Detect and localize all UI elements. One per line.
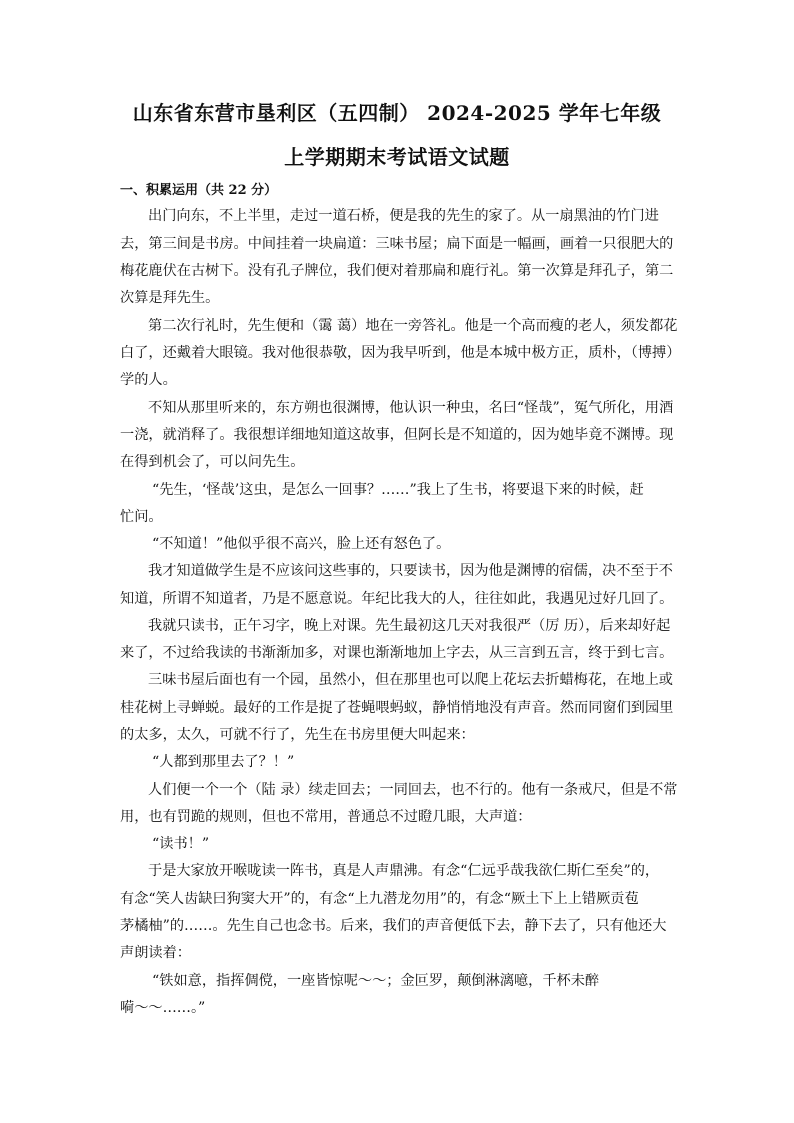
paragraph-line: 梅花鹿伏在古树下。没有孔子牌位，我们便对着那扁和鹿行礼。第一次算是拜孔子，第二 xyxy=(120,263,674,279)
paragraph-line: 嗬～～……。” xyxy=(120,1000,206,1016)
paragraph-line: 的太多，太久，可就不行了，先生在书房里便大叫起来： xyxy=(120,727,475,743)
paragraph-line: 于是大家放开喉咙读一阵书，真是人声鼎沸。有念“仁远乎哉我欲仁斯仁至矣”的， xyxy=(148,863,660,879)
paragraph-line: 白了，还戴着大眼镜。我对他很恭敬，因为我早听到，他是本城中极方正，质朴，（博搏） xyxy=(120,345,681,361)
paragraph-line: 忙问。 xyxy=(120,509,163,525)
paragraph-line: 用，也有罚跪的规则，但也不常用，普通总不过瞪几眼，大声道： xyxy=(120,809,532,825)
paragraph-line: 声朗读着： xyxy=(120,945,191,961)
paragraph-line: 茅橘柚”的……。先生自己也念书。后来，我们的声音便低下去，静下去了，只有他还大 xyxy=(120,918,667,934)
paragraph-line: 在得到机会了，可以问先生。 xyxy=(120,454,305,470)
paragraph-line: 次算是拜先生。 xyxy=(120,290,220,306)
title-line-2: 上学期期末考试语文试题 xyxy=(284,145,510,169)
paragraph-line: 第二次行礼时，先生便和（霭 蔼）地在一旁答礼。他是一个高而瘦的老人，须发都花 xyxy=(148,318,678,334)
paragraph-line: 知道，所谓不知道者，乃是不愿意说。年纪比我大的人，往往如此，我遇见过好几回了。 xyxy=(120,591,674,607)
paragraph-line: 一浇，就消释了。我很想详细地知道这故事，但阿长是不知道的，因为她毕竟不渊博。现 xyxy=(120,427,674,443)
paragraph-line: 我就只读书，正午习字，晚上对课。先生最初这几天对我很严（厉 历），后来却好起 xyxy=(148,618,671,634)
paragraph-line: 学的人。 xyxy=(120,372,177,388)
paragraph-line: 去，第三间是书房。中间挂着一块扁道：三味书屋；扁下面是一幅画，画着一只很肥大的 xyxy=(120,236,674,252)
paragraph-line: 我才知道做学生是不应该问这些事的，只要读书，因为他是渊博的宿儒，决不至于不 xyxy=(148,563,673,579)
paragraph-line: 有念“笑人齿缺曰狗窦大开”的，有念“上九潜龙勿用”的，有念“厥土下上上错厥贡苞 xyxy=(120,891,639,907)
paragraph-line: 人们便一个一个（陆 录）续走回去；一同回去，也不行的。他有一条戒尺，但是不常 xyxy=(148,782,678,798)
paragraph-line: “人都到那里去了？！” xyxy=(152,754,295,770)
paragraph-line: “不知道！”他似乎很不高兴，脸上还有怒色了。 xyxy=(152,536,451,552)
paragraph-line: “铁如意，指挥倜傥，一座皆惊呢～～；金叵罗，颠倒淋漓噫，千杯未醉 xyxy=(152,973,600,989)
paragraph-line: 桂花树上寻蝉蜕。最好的工作是捉了苍蝇喂蚂蚁，静悄悄地没有声音。然而同窗们到园里 xyxy=(120,700,674,716)
paragraph-line: 不知从那里听来的，东方朔也很渊博，他认识一种虫，名曰“怪哉”，冤气所化，用酒 xyxy=(148,400,674,416)
paragraph-line: “先生，‘怪哉’这虫，是怎么一回事？……”我上了生书，将要退下来的时候，赶 xyxy=(152,482,644,498)
section-heading: 一、积累运用（共 22 分） xyxy=(120,183,278,198)
paragraph-line: 出门向东，不上半里，走过一道石桥，便是我的先生的家了。从一扇黑油的竹门进 xyxy=(148,208,659,224)
paragraph-line: 来了，不过给我读的书渐渐加多，对课也渐渐地加上字去，从三言到五言，终于到七言。 xyxy=(120,645,674,661)
paragraph-line: “读书！” xyxy=(152,836,210,852)
paragraph-line: 三味书屋后面也有一个园，虽然小，但在那里也可以爬上花坛去折蜡梅花，在地上或 xyxy=(148,672,673,688)
title-line-1: 山东省东营市垦利区（五四制） 2024-2025 学年七年级 xyxy=(132,101,662,125)
